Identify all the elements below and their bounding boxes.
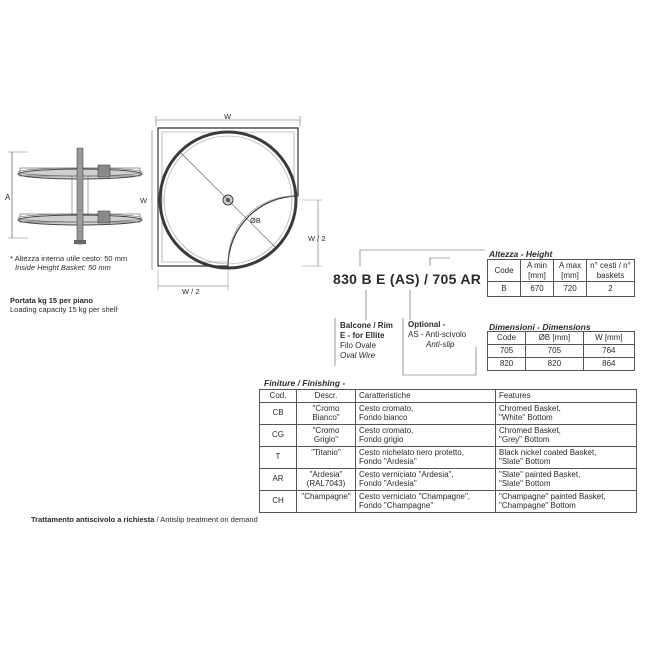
rim-title: Balcone / Rim bbox=[340, 321, 393, 330]
dimension-w-top: W bbox=[224, 112, 232, 121]
finish-features-line: "Slate" painted Basket, bbox=[499, 469, 581, 479]
height-header-code: Code bbox=[488, 260, 521, 282]
inside-height-note bbox=[10, 254, 127, 272]
dimension-a-label: A bbox=[5, 193, 11, 202]
antislip-en: Antislip treatment on demand bbox=[160, 515, 258, 524]
finish-features-line: Chromed Basket, bbox=[499, 403, 561, 413]
dimension-diameter: ØB bbox=[250, 216, 261, 225]
finish-descr-line: Grigio" bbox=[313, 435, 339, 444]
height-cell: 2 bbox=[587, 282, 635, 297]
height-cell: 670 bbox=[521, 282, 554, 297]
finish-caratteristiche-line: Fondo bianco bbox=[359, 413, 408, 422]
table-row bbox=[260, 446, 637, 468]
finish-code: CG bbox=[260, 424, 297, 446]
dim-cell: 820 bbox=[526, 358, 584, 371]
dim-header-diameter: ØB [mm] bbox=[526, 332, 584, 345]
top-view-drawing bbox=[140, 108, 330, 298]
finish-features-line: "Slate" Bottom bbox=[499, 479, 551, 488]
finish-header-descr: Descr. bbox=[297, 390, 356, 403]
finish-descr-line: "Cromo bbox=[312, 403, 340, 413]
height-table bbox=[487, 259, 635, 297]
loading-it: Portata kg 15 per piano bbox=[10, 296, 93, 305]
finish-caratteristiche-line: Fondo "Champagne" bbox=[359, 501, 434, 510]
height-header-baskets: n° cesti / n° baskets bbox=[587, 260, 635, 282]
finish-features bbox=[496, 446, 637, 468]
dim-cell: 820 bbox=[488, 358, 526, 371]
finish-features bbox=[496, 468, 637, 490]
dim-header-w: W [mm] bbox=[583, 332, 634, 345]
rim-box-border bbox=[334, 317, 384, 367]
finish-caratteristiche bbox=[356, 424, 496, 446]
table-row bbox=[260, 402, 637, 424]
rim-subtitle: E - for Ellite bbox=[340, 331, 385, 340]
height-cell: 720 bbox=[554, 282, 587, 297]
finish-features-line: "Grey" Bottom bbox=[499, 435, 550, 444]
finish-caratteristiche-line: Cesto nichelato nero protetto, bbox=[359, 447, 464, 457]
inside-height-it: * Altezza interna utile cesto: 50 mm bbox=[10, 254, 128, 263]
finish-caratteristiche-line: Fondo "Ardesia" bbox=[359, 479, 417, 488]
finish-descr bbox=[297, 490, 356, 512]
antislip-it: Trattamento antiscivolo a richiesta bbox=[31, 515, 155, 524]
finish-descr-line: "Titanio" bbox=[311, 447, 341, 457]
optional-line1: AS - Anti-scivolo bbox=[408, 330, 467, 339]
loading-note bbox=[10, 296, 118, 314]
finish-code: AR bbox=[260, 468, 297, 490]
table-row bbox=[260, 424, 637, 446]
finish-caratteristiche bbox=[356, 468, 496, 490]
table-row bbox=[260, 490, 637, 512]
finish-caratteristiche-line: Fondo "Ardesia" bbox=[359, 457, 417, 466]
finishing-body bbox=[260, 402, 637, 512]
dim-cell: 764 bbox=[583, 345, 634, 358]
finish-caratteristiche-line: Cesto cromato, bbox=[359, 425, 414, 435]
finish-features-line: "White" Bottom bbox=[499, 413, 553, 422]
finish-caratteristiche bbox=[356, 446, 496, 468]
finish-features-line: "Champagne" painted Basket, bbox=[499, 491, 606, 501]
finishing-title: Finiture / Finishing - bbox=[264, 378, 346, 388]
finish-descr-line: "Cromo bbox=[312, 425, 340, 435]
finishing-table bbox=[259, 389, 637, 513]
finish-header-feat: Features bbox=[496, 390, 637, 403]
finish-descr bbox=[297, 446, 356, 468]
finish-features-line: "Slate" Bottom bbox=[499, 457, 551, 466]
inside-height-en: Inside Height Basket: 50 mm bbox=[15, 263, 111, 272]
table-row bbox=[488, 332, 635, 345]
antislip-note bbox=[31, 515, 258, 524]
dimensions-title: Dimensioni - Dimensions bbox=[489, 322, 591, 332]
finish-code: T bbox=[260, 446, 297, 468]
finish-caratteristiche-line: Fondo grigio bbox=[359, 435, 404, 444]
height-cell: B bbox=[488, 282, 521, 297]
optional-title: Optional - bbox=[408, 320, 446, 329]
dim-cell: 705 bbox=[526, 345, 584, 358]
optional-line2: Anti-slip bbox=[426, 340, 455, 349]
dim-header-code: Code bbox=[488, 332, 526, 345]
height-header-amin: A min [mm] bbox=[521, 260, 554, 282]
finish-features bbox=[496, 402, 637, 424]
finish-header-car: Caratteristiche bbox=[356, 390, 496, 403]
table-row bbox=[488, 260, 635, 282]
rim-line2: Oval Wire bbox=[340, 351, 376, 360]
table-row bbox=[260, 468, 637, 490]
product-code: 830 B E (AS) / 705 AR bbox=[333, 271, 482, 287]
finish-features-line: "Champagne" Bottom bbox=[499, 501, 576, 510]
optional-box-border bbox=[402, 317, 477, 377]
finish-features bbox=[496, 424, 637, 446]
dimension-w-half-bottom: W / 2 bbox=[182, 287, 200, 296]
finish-descr-line: Bianco" bbox=[312, 413, 340, 422]
finish-caratteristiche bbox=[356, 402, 496, 424]
dimensions-table bbox=[487, 331, 635, 371]
finish-caratteristiche-line: Cesto verniciato "Champagne", bbox=[359, 491, 471, 501]
dimension-w-half-right: W / 2 bbox=[308, 234, 326, 243]
finish-descr bbox=[297, 402, 356, 424]
dim-cell: 705 bbox=[488, 345, 526, 358]
table-row bbox=[488, 345, 635, 358]
table-row bbox=[488, 358, 635, 371]
dimension-w-side: W bbox=[140, 196, 148, 205]
table-row bbox=[260, 390, 637, 403]
finish-code: CH bbox=[260, 490, 297, 512]
finish-caratteristiche bbox=[356, 490, 496, 512]
finish-caratteristiche-line: Cesto cromato, bbox=[359, 403, 414, 413]
antislip-sep: / bbox=[154, 515, 161, 524]
finish-features-line: Chromed Basket, bbox=[499, 425, 561, 435]
loading-en: Loading capacity 15 kg per shelf bbox=[10, 305, 118, 314]
finish-descr-line: "Champagne" bbox=[301, 491, 351, 501]
finish-descr-line: "Ardesia" bbox=[309, 469, 343, 479]
finish-header-cod: Cod. bbox=[260, 390, 297, 403]
finish-code: CB bbox=[260, 402, 297, 424]
height-header-amax: A max [mm] bbox=[554, 260, 587, 282]
table-row bbox=[488, 282, 635, 297]
finish-descr-line: (RAL7043) bbox=[306, 479, 346, 488]
rim-line1: Filo Ovale bbox=[340, 341, 377, 350]
finish-features-line: Black nickel coated Basket, bbox=[499, 447, 597, 457]
finish-caratteristiche-line: Cesto verniciato "Ardesia", bbox=[359, 469, 454, 479]
finish-descr bbox=[297, 468, 356, 490]
finish-descr bbox=[297, 424, 356, 446]
finish-features bbox=[496, 490, 637, 512]
height-title: Altezza - Height bbox=[489, 249, 553, 259]
side-view-drawing bbox=[0, 140, 150, 270]
dim-cell: 864 bbox=[583, 358, 634, 371]
